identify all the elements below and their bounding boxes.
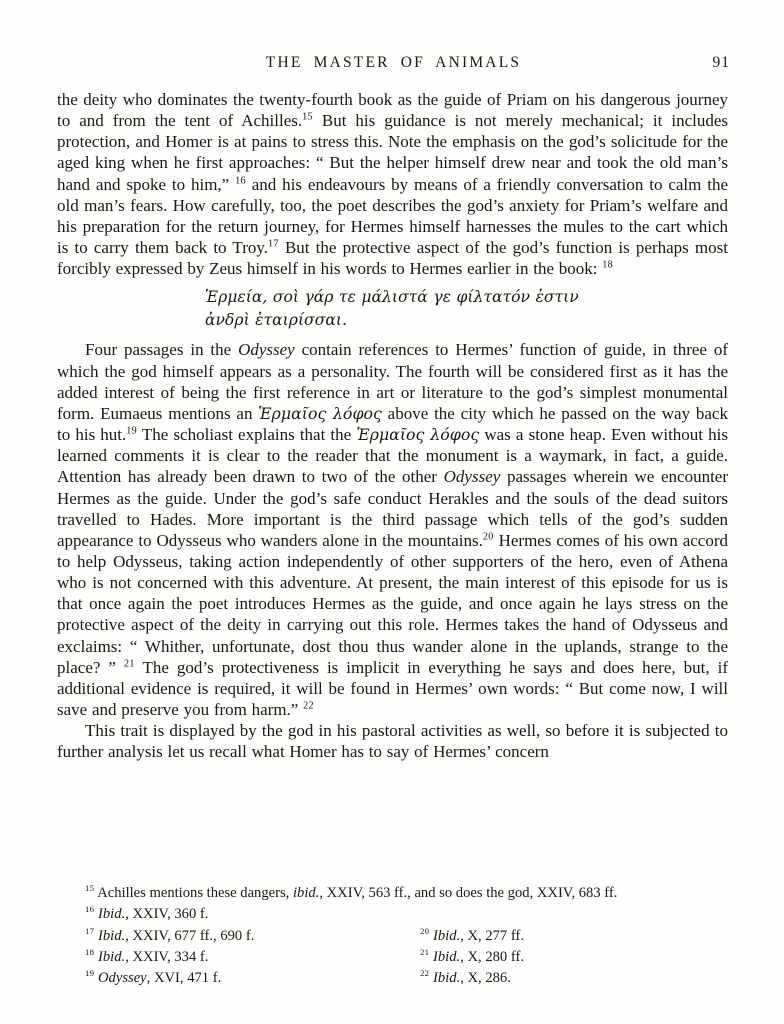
footnotes-section [57, 883, 728, 989]
footnote-row [57, 926, 728, 947]
greek-quote-block [205, 286, 728, 332]
footnote-empty [420, 904, 728, 925]
footnote-15: $^{15}$ Achilles mentions these dangers, ibid., XXIV, 563 ff., and so does the god, XXIV, 683 ff. [85, 883, 618, 901]
footnote-21: $^{21}$ Ibid., X, 280 ff. [420, 947, 524, 965]
body-text [57, 89, 728, 763]
footnote-19: $^{19}$ Odyssey, XVI, 471 f. [85, 968, 222, 987]
footnote-row [57, 947, 728, 968]
greek-quote-line-1: Ἑρμεία, σοὶ γάρ τε μάλιστά γε φίλτατόν ἐστιν [205, 288, 579, 307]
page-number: 91 [712, 54, 730, 71]
footnote-16: $^{16}$ Ibid., XXIV, 360 f. [85, 904, 209, 923]
footnote-18: $^{18}$ Ibid., XXIV, 334 f. [85, 947, 209, 965]
greek-quote-line-2: ἀνδρὶ ἑταιρίσσαι. [205, 311, 347, 330]
footnote-17: $^{17}$ Ibid., XXIV, 677 ff., 690 f. [85, 925, 255, 944]
footnote-row [57, 968, 728, 989]
page-header [57, 54, 730, 76]
footnote-row [57, 904, 728, 925]
paragraph-continuation: the deity who dominates the twenty-fourth book as the guide of Priam on his dangerous journey to and from the tent of Achilles.$^{15}$ But his guidance is not merely mechanical; it includes protection, and Homer is at pains to stress this. Note the emphasis on the god’s solicitude for the aged king when he first approaches: “ But the helper himself drew near and took the old man’s hand and spoke to him,” $^{16}$ and his endeavours by means of a friendly conversation to calm the old man’s fears. How carefully, too, the poet describes the god’s anxiety for Priam’s welfare and his preparation for the return journey, for Hermes himself harnesses the mules to the cart which is to carry them back to Troy.$^{17}$ But the protective aspect of the god’s function is perhaps most forcibly expressed by Zeus himself in his words to Hermes earlier in the book: $^{18}$ [57, 90, 729, 279]
paragraph-this-trait: This trait is displayed by the god in his pastoral activities as well, so before it is subjected to further analysis let us recall what Homer has to say of Hermes’ concern [57, 721, 728, 762]
paragraph-four-passages: Four passages in the Odyssey contain references to Hermes’ function of guide, in three of which the god himself appears as a personality. The fourth will be considered first as it has the added interest of being the first reference in art or literature to the god’s simplest monumental form. Eumaeus mentions an Ἑρμαῖος λόφος above the city which he passed on the way back to his hut.$^{19}$ The scholiast explains that the Ἑρμαῖος λόφος was a stone heap. Even without his learned comments it is clear to the reader that the monument is a waymark, in fact, a guide. Attention has already been drawn to two of the other Odyssey passages wherein we encounter Hermes as the guide. Under the god’s safe conduct Herakles and the souls of the dead suitors travelled to Hades. More important is the third passage which tells of the god’s sudden appearance to Odysseus who wanders alone in the mountains.$^{20}$ Hermes comes of his own accord to help Odysseus, taking action independently of other supporters of the hero, even of Athena who is not concerned with this adventure. At present, the main interest of this episode for us is that once again the poet introduces Hermes as the guide, and once again he lays stress on the protective aspect of the deity in carrying out this role. Hermes takes the hand of Odysseus and exclaims: “ Whither, unfortunate, dost thou thus wander alone in the uplands, strange to the place? ” $^{21}$ The god’s protectiveness is implicit in everything he says and does here, but, if additional evidence is required, it will be found in Hermes’ own words: “ But come now, I will save and preserve you from harm.” $^{22}$ [57, 340, 729, 720]
running-title: THE MASTER OF ANIMALS [265, 54, 522, 71]
footnote-22: $^{22}$ Ibid., X, 286. [420, 968, 511, 987]
footnote-20: $^{20}$ Ibid., X, 277 ff. [420, 925, 524, 944]
